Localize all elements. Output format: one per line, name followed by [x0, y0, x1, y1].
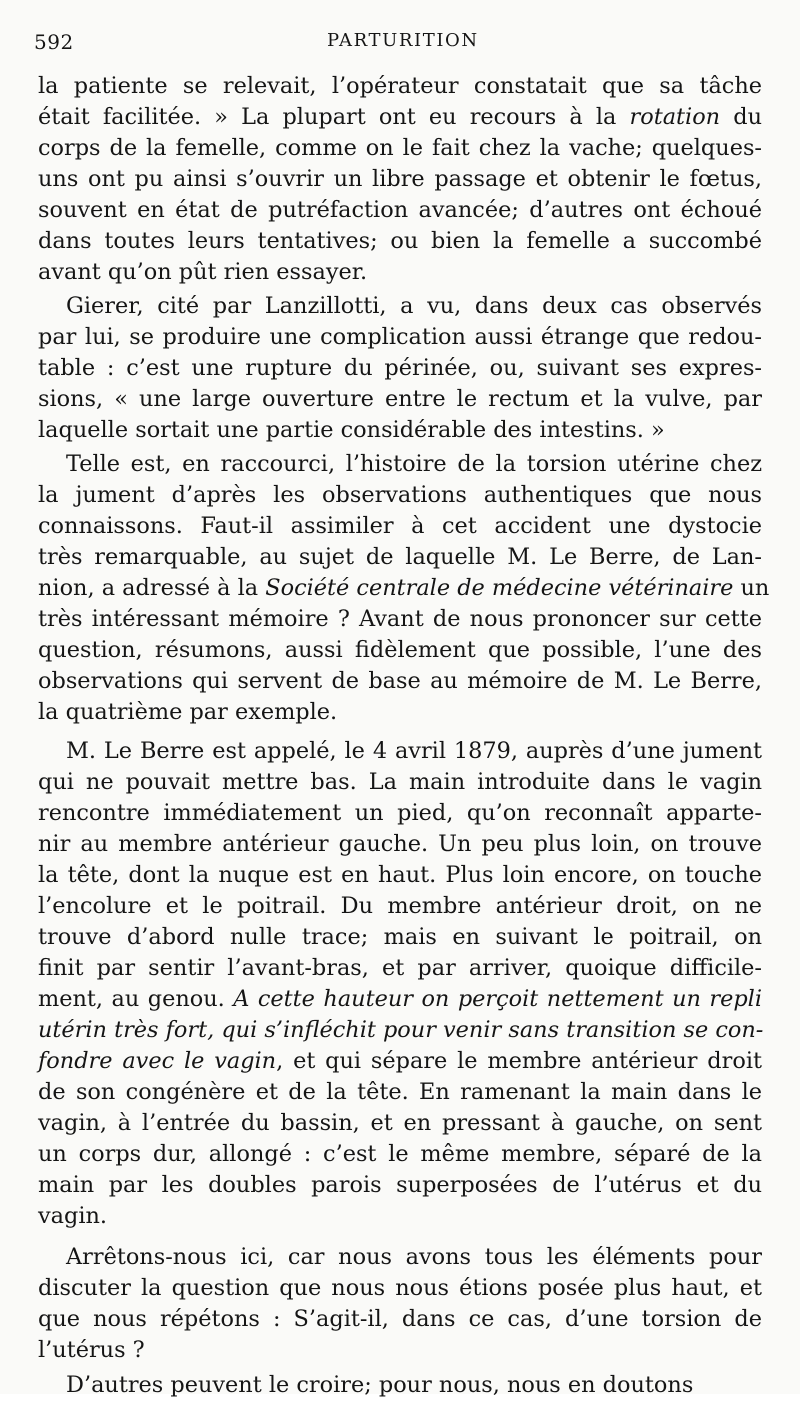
- text-run: discuter la question que nous nous étions posée plus haut, et: [38, 1275, 762, 1301]
- text-run: l’utérus ?: [38, 1337, 145, 1363]
- text-line: [38, 666, 762, 697]
- text-run: un: [733, 575, 770, 601]
- text-run: du: [720, 104, 762, 130]
- text-run: était facilitée. » La plupart ont eu recours à la: [38, 104, 630, 130]
- page-header: [0, 28, 800, 62]
- text-line: [38, 195, 762, 226]
- text-line: [38, 164, 762, 195]
- text-line: [38, 891, 762, 922]
- text-run: M. Le Berre est appelé, le 4 avril 1879, auprès d’une jument: [66, 738, 762, 764]
- text-run: très remarquable, au sujet de laquelle M. Le Berre, de Lan-: [38, 544, 762, 570]
- text-run: question, résumons, aussi fidèlement que possible, l’une des: [38, 637, 762, 663]
- text-line: [38, 1335, 762, 1366]
- text-run: Telle est, en raccourci, l’histoire de la torsion utérine chez: [66, 451, 762, 477]
- text-run: l’encolure et le poitrail. Du membre antérieur droit, on ne: [38, 893, 762, 919]
- text-run: , et qui sépare le membre antérieur droit: [276, 1048, 762, 1074]
- text-line: [38, 384, 762, 415]
- text-line: [38, 860, 762, 891]
- text-line: [38, 1139, 762, 1170]
- text-line: [38, 1108, 762, 1139]
- text-run: que nous répétons : S’agit-il, dans ce cas, d’une torsion de: [38, 1306, 762, 1332]
- text-run: trouve d’abord nulle trace; mais en suivant le poitrail, on: [38, 924, 762, 950]
- text-line: [38, 798, 762, 829]
- text-line: [38, 1370, 762, 1401]
- text-run: un corps dur, allongé : c’est le même membre, séparé de la: [38, 1141, 762, 1167]
- text-line: [38, 635, 762, 666]
- paragraph: [38, 449, 770, 728]
- italic-run: A cette hauteur on perçoit nettement un repli: [233, 986, 762, 1012]
- text-run: dans toutes leurs tentatives; ou bien la femelle a succombé: [38, 228, 762, 254]
- text-line: [38, 736, 762, 767]
- text-line: [38, 1046, 762, 1077]
- text-line: [38, 449, 762, 480]
- italic-run: utérin très fort, qui s’infléchit pour venir sans transition se con-: [38, 1017, 764, 1043]
- running-title: PARTURITION: [327, 30, 479, 51]
- text-line: [38, 922, 762, 953]
- text-run: sions, « une large ouverture entre le rectum et la vulve, par: [38, 386, 762, 412]
- text-line: [38, 133, 762, 164]
- text-run: par lui, se produire une complication aussi étrange que redou-: [38, 324, 762, 350]
- text-run: laquelle sortait une partie considérable des intestins. »: [38, 417, 665, 443]
- text-run: vagin.: [38, 1203, 108, 1229]
- text-line: [38, 604, 762, 635]
- text-run: rencontre immédiatement un pied, qu’on reconnaît apparte-: [38, 800, 762, 826]
- text-run: nion, a adressé à la: [38, 575, 266, 601]
- text-line: [38, 542, 762, 573]
- text-run: observations qui servent de base au mémoire de M. Le Berre,: [38, 668, 762, 694]
- paragraph: [38, 71, 762, 288]
- text-line: [38, 291, 762, 322]
- text-run: uns ont pu ainsi s’ouvrir un libre passage et obtenir le fœtus,: [38, 166, 762, 192]
- text-run: corps de la femelle, comme on le fait chez la vache; quelques-: [38, 135, 762, 161]
- text-run: finit par sentir l’avant-bras, et par arriver, quoique difficile-: [38, 955, 762, 981]
- text-line: [38, 226, 762, 257]
- paragraph: [38, 1242, 762, 1366]
- text-line: [38, 511, 762, 542]
- text-line: [38, 1170, 762, 1201]
- text-line: [38, 71, 762, 102]
- text-run: table : c’est une rupture du périnée, ou, suivant ses expres-: [38, 355, 762, 381]
- text-run: la quatrième par exemple.: [38, 699, 338, 725]
- text-line: [38, 984, 762, 1015]
- text-line: [38, 573, 770, 604]
- page-number: 592: [34, 30, 74, 54]
- text-run: Gierer, cité par Lanzillotti, a vu, dans deux cas observés: [66, 293, 762, 319]
- text-run: avant qu’on pût rien essayer.: [38, 259, 368, 285]
- body-text: [38, 71, 770, 1401]
- text-run: de son congénère et de la tête. En ramenant la main dans le: [38, 1079, 762, 1105]
- text-line: [38, 102, 762, 133]
- paragraph: [38, 1370, 762, 1401]
- text-line: [38, 415, 762, 446]
- text-line: [38, 257, 762, 288]
- text-run: D’autres peuvent le croire; pour nous, nous en doutons: [66, 1372, 694, 1398]
- text-line: [38, 953, 762, 984]
- text-line: [38, 480, 762, 511]
- text-line: [38, 1201, 762, 1232]
- text-run: très intéressant mémoire ? Avant de nous prononcer sur cette: [38, 606, 762, 632]
- text-line: [38, 1077, 762, 1108]
- text-run: nir au membre antérieur gauche. Un peu plus loin, on trouve: [38, 831, 762, 857]
- text-run: la patiente se relevait, l’opérateur constatait que sa tâche: [38, 73, 762, 99]
- text-line: [38, 1015, 762, 1046]
- text-line: [38, 1242, 762, 1273]
- text-run: la tête, dont la nuque est en haut. Plus loin encore, on touche: [38, 862, 762, 888]
- text-run: qui ne pouvait mettre bas. La main introduite dans le vagin: [38, 769, 762, 795]
- text-run: souvent en état de putréfaction avancée; d’autres ont échoué: [38, 197, 762, 223]
- text-run: ment, au genou.: [38, 986, 234, 1012]
- text-run: Arrêtons-nous ici, car nous avons tous les éléments pour: [66, 1244, 762, 1270]
- italic-run: rotation: [629, 104, 721, 130]
- paragraph: [38, 291, 762, 446]
- italic-run: fondre avec le vagin: [38, 1048, 277, 1074]
- text-run: main par les doubles parois superposées de l’utérus et du: [38, 1172, 762, 1198]
- text-line: [38, 353, 762, 384]
- text-line: [38, 829, 762, 860]
- text-run: connaissons. Faut-il assimiler à cet accident une dystocie: [38, 513, 762, 539]
- text-line: [38, 697, 762, 728]
- text-line: [38, 1273, 762, 1304]
- paragraph: [38, 736, 762, 1232]
- text-run: vagin, à l’entrée du bassin, et en pressant à gauche, on sent: [38, 1110, 762, 1136]
- text-line: [38, 767, 762, 798]
- text-line: [38, 322, 762, 353]
- text-run: la jument d’après les observations authentiques que nous: [38, 482, 762, 508]
- text-line: [38, 1304, 762, 1335]
- italic-run: Société centrale de médecine vétérinaire: [265, 575, 734, 601]
